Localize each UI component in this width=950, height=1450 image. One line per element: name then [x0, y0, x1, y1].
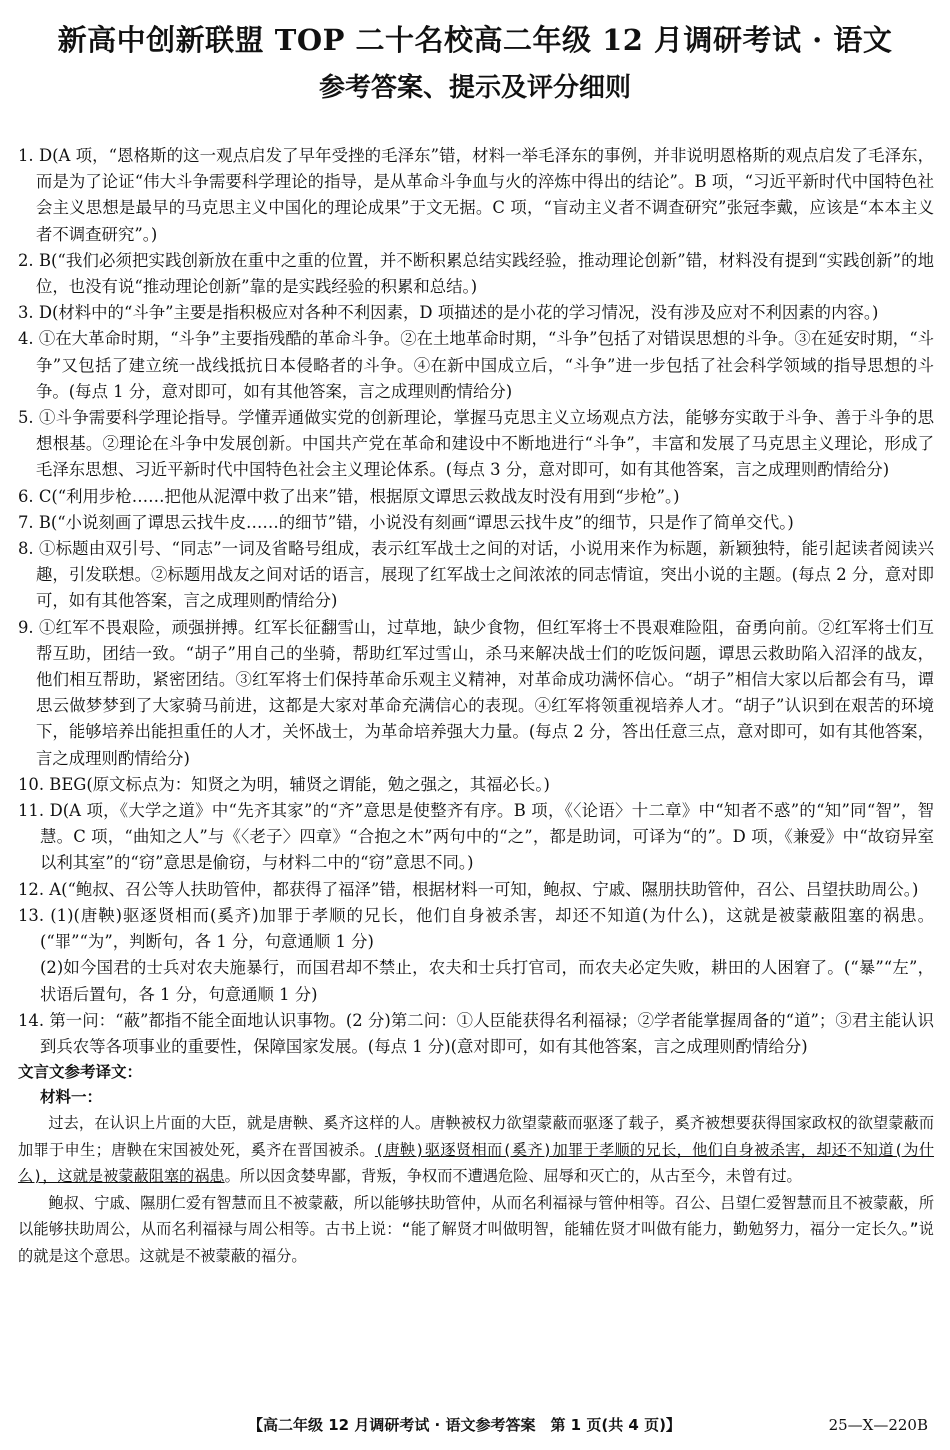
answer-14: 14. 第一问：“蔽”都指不能全面地认识事物。(2 分)第二问：①人臣能获得名利福禄；②学者能掌握周备的“道”；③君主能认识到兵农等各项事业的重要性，保障国家发展。(每点 1 分)(意对即可，如有其他答案，言之成理则酌情给分) [18, 1010, 934, 1056]
answer-list [18, 143, 934, 1269]
answer-1: 1. D(A 项，“恩格斯的这一观点启发了早年受挫的毛泽东”错，材料一举毛泽东的事例，并非说明恩格斯的观点启发了毛泽东，而是为了论证“伟大斗争需要科学理论的指导，是从革命斗争血与火的淬炼中得出的结论”。B 项，“习近平新时代中国特色社会主义思想是最早的马克思主义中国化的理论成果”于文无据。C 项，“盲动主义者不调查研究”张冠李戴，应该是“本本主义者不调查研究”。) [18, 146, 935, 244]
answer-6: 6. C(“利用步枪……把他从泥潭中救了出来”错，根据原文谭思云救战友时没有用到“步枪”。) [18, 486, 680, 506]
translation-text: 过去，在认识上片面的大臣，就是唐鞅、奚齐这样的人。唐鞅被权力欲望蒙蔽而驱逐了载子，奚齐被想要获得国家政权的欲望蒙蔽而加罪于申生；唐鞅在宋国被处死，奚齐在晋国被杀。 [18, 1114, 934, 1159]
page-subtitle: 参考答案、提示及评分细则 [318, 73, 631, 103]
answer-5: 5. ①斗争需要科学理论指导。学懂弄通做实党的创新理论，掌握马克思主义立场观点方法，能够夯实敢于斗争、善于斗争的思想根基。②理论在斗争中发展创新。中国共产党在革命和建设中不断地进行“斗争”，丰富和发展了马克思主义理论，形成了毛泽东思想、习近平新时代中国特色社会主义理论体系。(每点 3 分，意对即可，如有其他答案，言之成理则酌情给分) [18, 408, 934, 480]
answer-13: 13. (1)(唐鞅)驱逐贤相而(奚齐)加罪于孝顺的兄长，他们自身被杀害，却还不知道(为什么)，这就是被蒙蔽阻塞的祸患。(“罪”“为”，判断句，各 1 分，句意通顺 1 分) [18, 905, 934, 952]
answer-2: 2. B(“我们必须把实践创新放在重中之重的位置，并不断积累总结实践经验，推动理论创新”错，材料没有提到“实践创新”的地位，也没有说“推动理论创新”靠的是实践经验的积累和总结。) [18, 250, 934, 297]
material-one-heading: 材料一： [40, 1088, 103, 1107]
answer-12: 12. A(“鲍叔、召公等人扶助管仲，都获得了福泽”错，根据材料一可知，鲍叔、宁戚、隰朋扶助管仲，召公、吕望扶助周公。) [18, 879, 919, 899]
translation-paragraph-1 [18, 1110, 934, 1190]
answer-13-part-2: (2)如今国君的士兵对农夫施暴行，而国君却不禁止，农夫和士兵打官司，而农夫必定失败，耕田的人困窘了。(“暴”“左”，状语后置句，各 1 分，句意通顺 1 分) [40, 958, 934, 1004]
answer-9: 9. ①红军不畏艰险，顽强拼搏。红军长征翻雪山，过草地，缺少食物，但红军将士不畏艰难险阻，奋勇向前。②红军将士们互帮互助，团结一致。“胡子”用自己的坐骑，帮助红军过雪山，杀马来解决战士们的吃饭问题，谭思云救助陷入沼泽的战友，他们相互帮助，紧密团结。③红军将士们保持革命乐观主义精神，对革命成功满怀信心。“胡子”相信大家以后都会有马，谭思云做梦梦到了大家骑马前进，这都是大家对革命充满信心的表现。④红军将领重视培养人才。“胡子”认识到在艰苦的环境下，能够培养出能担重任的人才，关怀战士，为革命培养强大力量。(每点 2 分，答出任意三点，意对即可，如有其他答案，言之成理则酌情给分) [18, 617, 934, 768]
answer-11: 11. D(A 项，《大学之道》中“先齐其家”的“齐”意思是使整齐有序。B 项，《〈论语〉十二章》中“知者不惑”的“知”同“智”，智慧。C 项，“曲知之人”与《〈老子〉四章》“合抱之木”两句中的“之”，都是助词，可译为“的”。D 项，《兼爱》中“故窃异室以利其室”的“窃”意思是偷窃，与材料二中的“窃”意思不同。) [18, 801, 934, 873]
translation-paragraph-2: 鲍叔、宁戚、隰朋仁爱有智慧而且不被蒙蔽，所以能够扶助管仲，从而名利福禄与管仲相等。召公、吕望仁爱智慧而且不被蒙蔽，所以能够扶助周公，从而名利福禄与周公相等。古书上说：“能了解贤才叫做明智，能辅佐贤才叫做有能力，勤勉努力，福分一定长久。”说的就是这个意思。这就是不被蒙蔽的福分。 [18, 1193, 934, 1265]
answer-8: 8. ①标题由双引号、“同志”一词及省略号组成，表示红军战士之间的对话，小说用来作为标题，新颖独特，能引起读者阅读兴趣，引发联想。②标题用战友之间对话的语言，展现了红军战士之间浓浓的同志情谊，突出小说的主题。(每点 2 分，意对即可，如有其他答案，言之成理则酌情给分) [18, 539, 934, 611]
page-footer [0, 1410, 950, 1440]
translation-heading: 文言文参考译文： [18, 1063, 143, 1082]
footer-page-info: 【高二年级 12 月调研考试 · 语文参考答案 第 1 页(共 4 页)】 [248, 1416, 681, 1434]
underlined-translation: (唐鞅)驱逐贤相而(奚齐)加罪于孝顺的兄长，他们自身被杀害，却还不知道(为什么)，这就是被蒙蔽阻塞的祸患 [18, 1140, 935, 1186]
answer-4: 4. ①在大革命时期，“斗争”主要指残酷的革命斗争。②在土地革命时期，“斗争”包括了对错误思想的斗争。③在延安时期，“斗争”又包括了建立统一战线抵抗日本侵略者的斗争。④在新中国成立后，“斗争”进一步包括了社会科学领域的指导思想的斗争。(每点 1 分，意对即可，如有其他答案，言之成理则酌情给分) [18, 329, 934, 401]
answer-3: 3. D(材料中的“斗争”主要是指积极应对各种不利因素，D 项描述的是小花的学习情况，没有涉及应对不利因素的内容。) [18, 303, 879, 323]
page-title: 新高中创新联盟 TOP 二十名校高二年级 12 月调研考试 · 语文 [57, 23, 893, 57]
translation-text: 。所以因贪婪卑鄙，背叛，争权而不遭遇危险、屈辱和灭亡的，从古至今，未曾有过。 [224, 1167, 802, 1186]
footer-code: 25—X—220B [828, 1416, 928, 1434]
answer-10: 10. BEG(原文标点为：知贤之为明，辅贤之谓能，勉之强之，其福必长。) [18, 774, 550, 794]
answer-7: 7. B(“小说刻画了谭思云找牛皮……的细节”错，小说没有刻画“谭思云找牛皮”的细节，只是作了简单交代。) [18, 512, 794, 532]
